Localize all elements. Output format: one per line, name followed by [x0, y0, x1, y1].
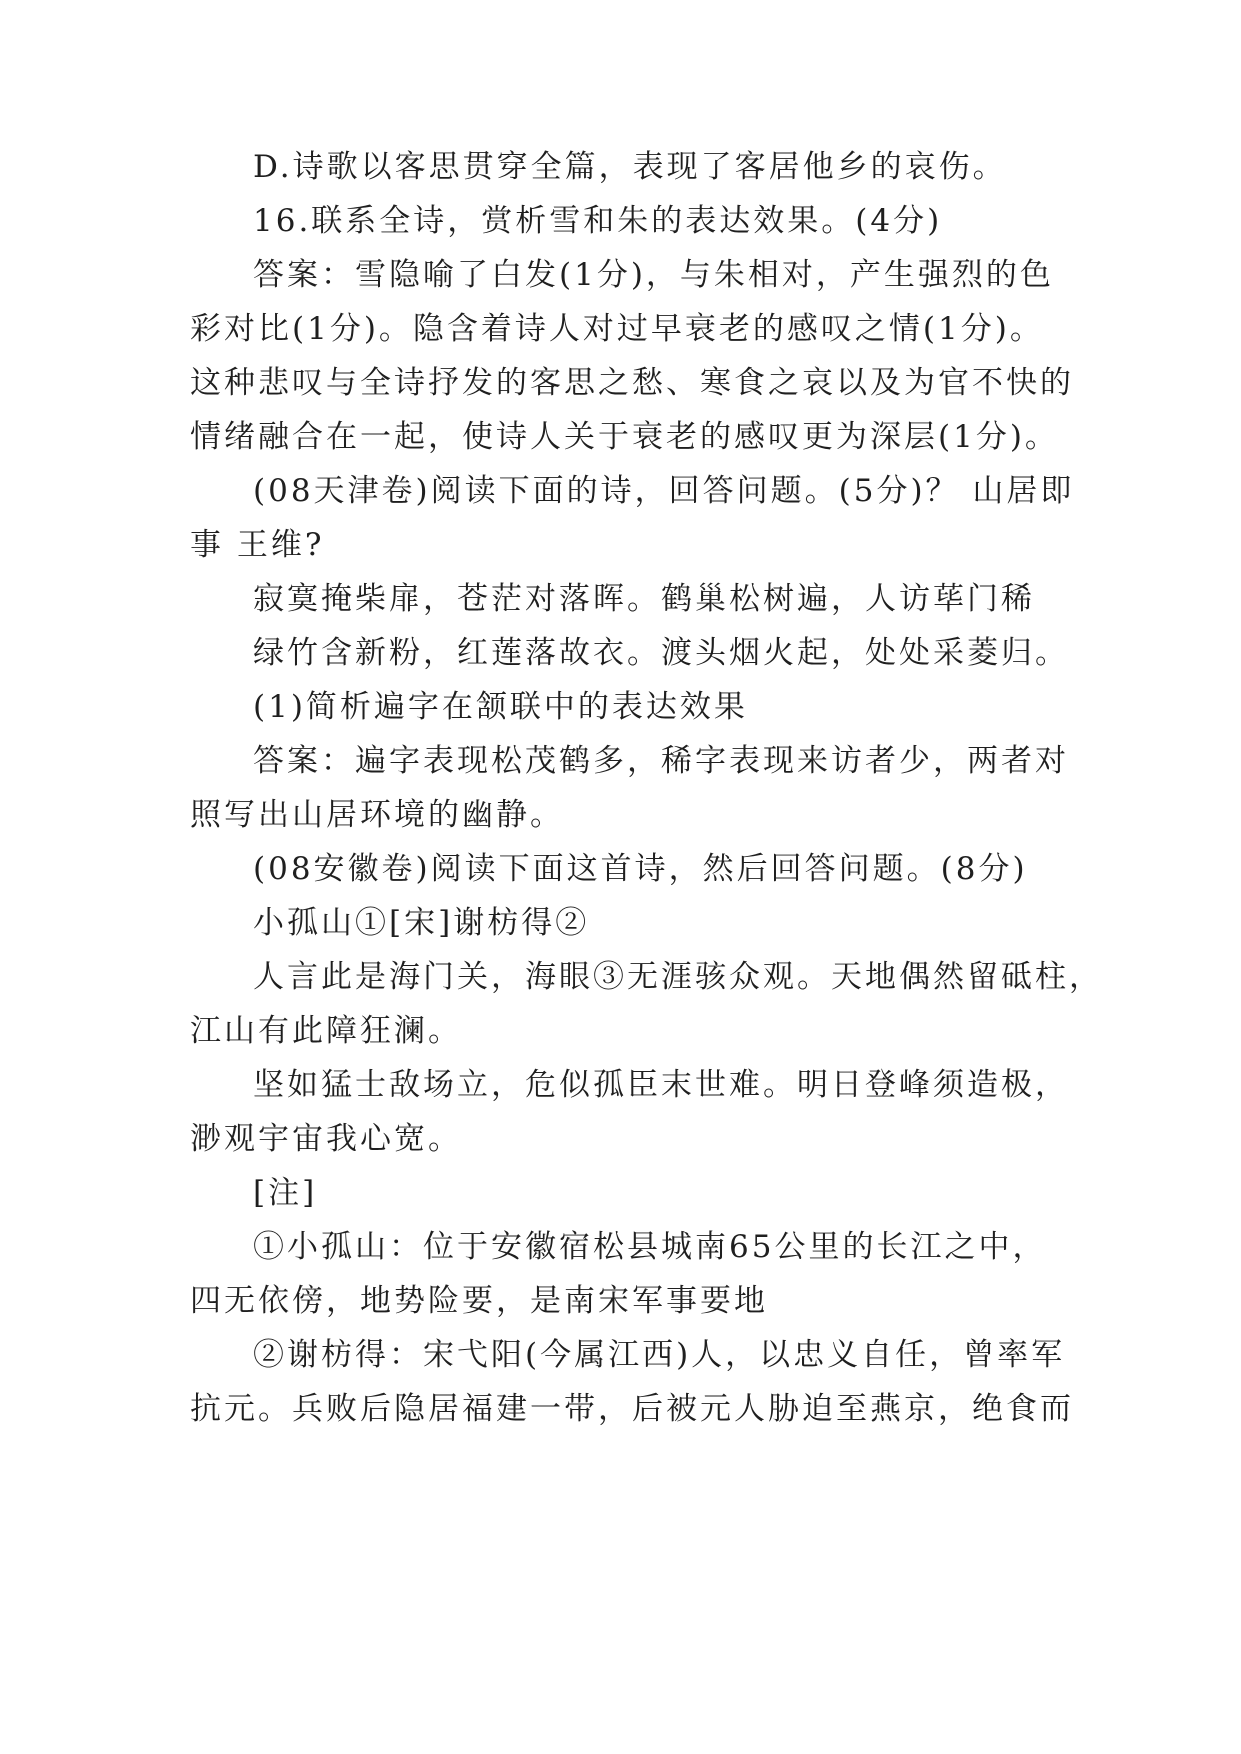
- poem-line-2: 绿竹含新粉，红莲落故衣。渡头烟火起，处处采菱归。: [253, 635, 1069, 671]
- answer-line-1: 答案：雪隐喻了白发(1分)，与朱相对，产生强烈的色: [253, 257, 1054, 293]
- note-1-line-1: ①小孤山：位于安徽宿松县城南65公里的长江之中，: [253, 1229, 1047, 1265]
- answer-bian-line-1: 答案：遍字表现松茂鹤多，稀字表现来访者少，两者对: [253, 743, 1069, 779]
- answer-line-3: 这种悲叹与全诗抒发的客思之愁、寒食之哀以及为官不快的: [190, 365, 1074, 401]
- poem2-line-2: 江山有此障狂澜。: [190, 1013, 462, 1049]
- answer-bian-line-2: 照写出山居环境的幽静。: [190, 797, 564, 833]
- poem2-title-line: 小孤山①[宋]谢枋得②: [253, 905, 590, 941]
- note-2-line-1: ②谢枋得：宋弋阳(今属江西)人，以忠义自任，曾率军: [253, 1337, 1066, 1373]
- poem2-line-3: 坚如猛士敌场立，危似孤臣末世难。明日登峰须造极，: [253, 1067, 1069, 1103]
- poem2-line-4: 渺观宇宙我心宽。: [190, 1121, 462, 1157]
- poem-title-author-line: 事 王维?: [190, 527, 325, 563]
- option-d-line: D.诗歌以客思贯穿全篇，表现了客居他乡的哀伤。: [253, 149, 1007, 185]
- answer-line-4: 情绪融合在一起，使诗人关于衰老的感叹更为深层(1分)。: [190, 419, 1059, 455]
- poem-line-1: 寂寞掩柴扉，苍茫对落晖。鹤巢松树遍，人访荜门稀: [253, 581, 1035, 617]
- answer-line-2: 彩对比(1分)。隐含着诗人对过早衰老的感叹之情(1分)。: [190, 311, 1044, 347]
- note-2-line-2: 抗元。兵败后隐居福建一带，后被元人胁迫至燕京，绝食而: [190, 1391, 1074, 1427]
- note-1-line-2: 四无依傍，地势险要，是南宋军事要地: [190, 1283, 768, 1319]
- subquestion-1-line: (1)简析遍字在颔联中的表达效果: [253, 689, 748, 725]
- tianjin-question-line: (08天津卷)阅读下面的诗，回答问题。(5分)？ 山居即: [253, 473, 1075, 509]
- question-16-line: 16.联系全诗，赏析雪和朱的表达效果。(4分): [253, 203, 943, 239]
- anhui-question-line: (08安徽卷)阅读下面这首诗，然后回答问题。(8分): [253, 851, 1028, 887]
- poem2-line-1: 人言此是海门关，海眼③无涯骇众观。天地偶然留砥柱，: [253, 959, 1103, 995]
- notes-heading: [注]: [253, 1175, 318, 1211]
